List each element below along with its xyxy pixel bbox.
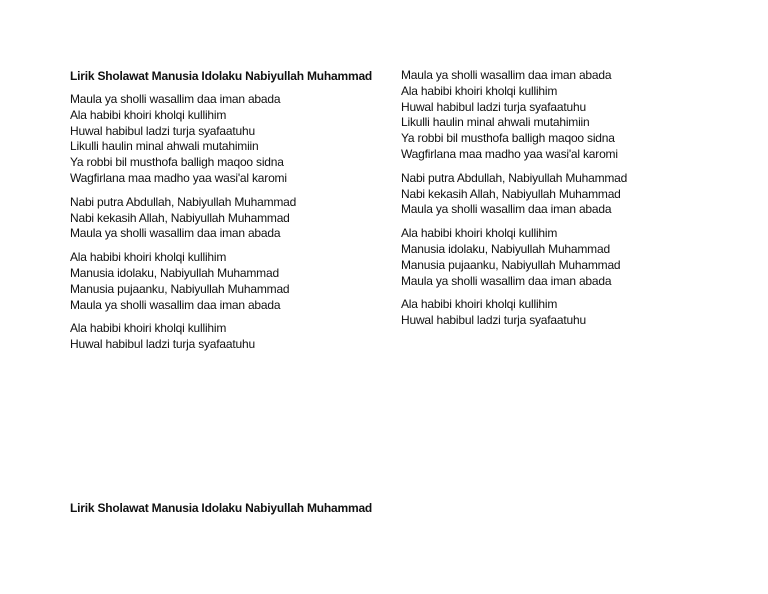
lyric-stanza: [70, 321, 390, 353]
lyric-line: Maula ya sholli wasallim daa iman abada: [401, 273, 612, 288]
lyric-line: Ala habibi khoiri kholqi kullihim: [401, 297, 558, 312]
lyric-line: Ala habibi khoiri kholqi kullihim: [401, 226, 558, 241]
lyric-line: Wagfirlana maa madho yaa wasi'al karomi: [70, 170, 287, 185]
lyric-line: Ya robbi bil musthofa balligh maqoo sidna: [401, 131, 615, 146]
lyric-stanza: [401, 297, 721, 329]
left-stanzas: [70, 92, 390, 353]
lyric-stanza: [70, 250, 390, 313]
left-column: [70, 68, 390, 361]
lyric-line: Ya robbi bil musthofa balligh maqoo sidna: [70, 155, 284, 170]
lyric-line: Ala habibi khoiri kholqi kullihim: [70, 107, 227, 122]
lyric-line: Maula ya sholli wasallim daa iman abada: [401, 68, 612, 82]
lyric-line: Likulli haulin minal ahwali mutahimiin: [70, 139, 259, 154]
lyric-stanza: [401, 68, 721, 163]
lyric-line: Nabi putra Abdullah, Nabiyullah Muhammad: [70, 194, 297, 209]
lyric-line: Ala habibi khoiri kholqi kullihim: [70, 321, 227, 336]
lyric-line: Nabi putra Abdullah, Nabiyullah Muhammad: [401, 170, 628, 185]
lyric-line: Ala habibi khoiri kholqi kullihim: [401, 83, 558, 98]
lyric-line: Manusia idolaku, Nabiyullah Muhammad: [70, 265, 279, 280]
lyric-line: Maula ya sholli wasallim daa iman abada: [70, 297, 281, 312]
lyric-line: Nabi kekasih Allah, Nabiyullah Muhammad: [401, 186, 621, 201]
right-stanzas: [401, 68, 721, 329]
lyric-line: Huwal habibul ladzi turja syafaatuhu: [70, 337, 255, 352]
lyric-line: Likulli haulin minal ahwali mutahimiin: [401, 115, 590, 130]
page-title: Lirik Sholawat Manusia Idolaku Nabiyullah Muhammad: [70, 69, 373, 83]
right-column: [401, 68, 721, 337]
lyric-line: Manusia pujaanku, Nabiyullah Muhammad: [70, 281, 290, 296]
lyric-line: Manusia pujaanku, Nabiyullah Muhammad: [401, 257, 621, 272]
lyric-stanza: [401, 226, 721, 289]
lyric-line: Maula ya sholli wasallim daa iman abada: [401, 202, 612, 217]
lyric-stanza: [70, 195, 390, 242]
lyric-line: Maula ya sholli wasallim daa iman abada: [70, 226, 281, 241]
lyric-stanza: [401, 171, 721, 218]
lyric-line: Huwal habibul ladzi turja syafaatuhu: [401, 99, 586, 114]
lyric-line: Maula ya sholli wasallim daa iman abada: [70, 92, 281, 106]
lyric-line: Huwal habibul ladzi turja syafaatuhu: [401, 313, 586, 328]
lyric-line: Nabi kekasih Allah, Nabiyullah Muhammad: [70, 210, 290, 225]
lyric-line: Huwal habibul ladzi turja syafaatuhu: [70, 123, 255, 138]
lyric-line: Wagfirlana maa madho yaa wasi'al karomi: [401, 146, 618, 161]
lyric-line: Manusia idolaku, Nabiyullah Muhammad: [401, 241, 610, 256]
lyric-line: Ala habibi khoiri kholqi kullihim: [70, 250, 227, 265]
footer-title: Lirik Sholawat Manusia Idolaku Nabiyullah Muhammad: [70, 501, 373, 515]
lyric-stanza: [70, 92, 390, 187]
